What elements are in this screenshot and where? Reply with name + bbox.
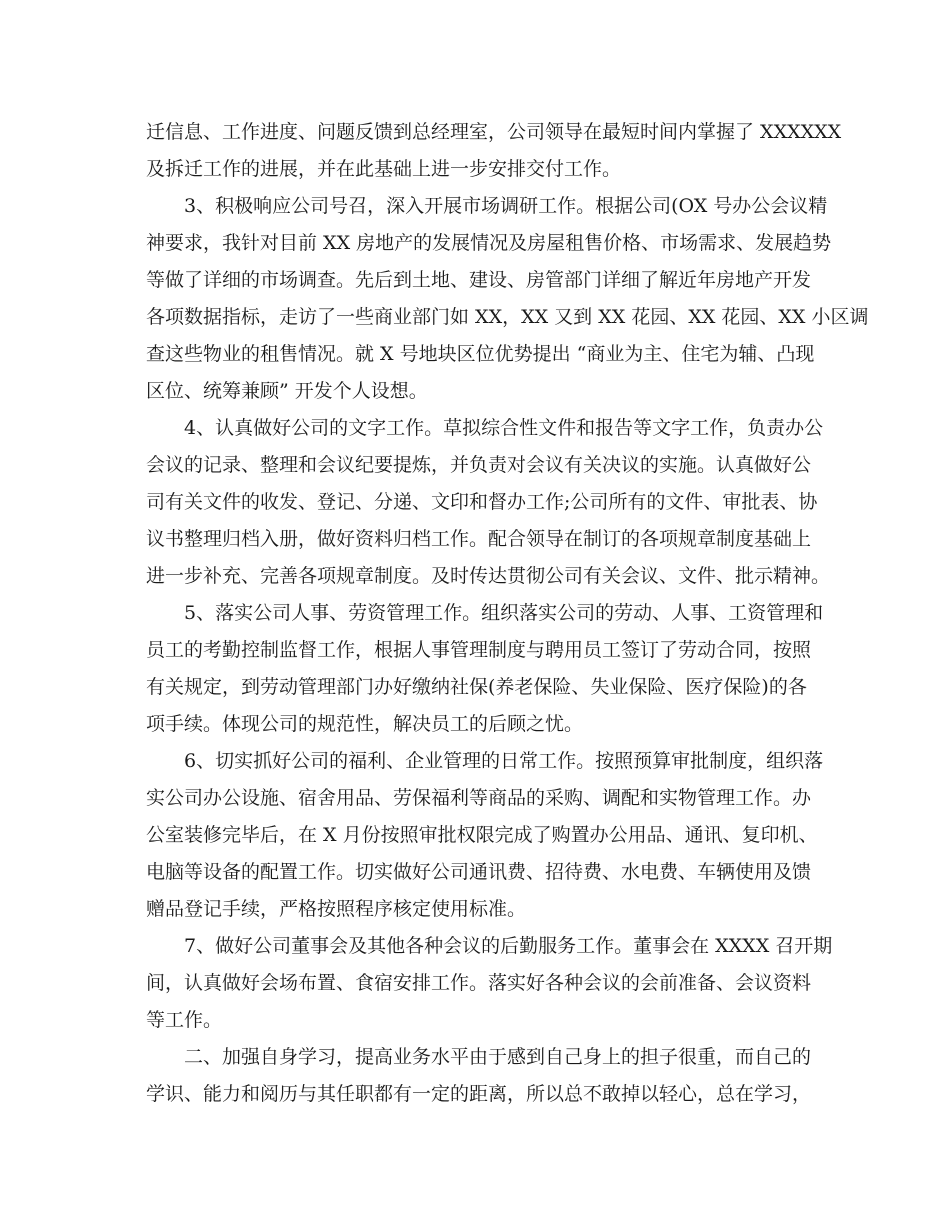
text-line: 神要求，我针对目前 XX 房地产的发展情况及房屋租售价格、市场需求、发展趋势 <box>146 232 832 254</box>
text-line: 有关规定，到劳动管理部门办好缴纳社保(养老保险、失业保险、医疗保险)的各 <box>146 676 807 698</box>
text-line: 议书整理归档入册，做好资料归档工作。配合领导在制订的各项规章制度基础上 <box>146 528 812 550</box>
text-line: 学识、能力和阅历与其任职都有一定的距离，所以总不敢掉以轻心，总在学习， <box>146 1083 812 1105</box>
text-line: 迁信息、工作进度、问题反馈到总经理室，公司领导在最短时间内掌握了 XXXXXX <box>146 121 842 143</box>
text-line: 员工的考勤控制监督工作，根据人事管理制度与聘用员工签订了劳动合同，按照 <box>146 639 812 661</box>
text-line: 及拆迁工作的进展，并在此基础上进一步安排交付工作。 <box>146 158 622 180</box>
text-line: 公室装修完毕后，在 X 月份按照审批权限完成了购置办公用品、通讯、复印机、 <box>146 824 818 846</box>
text-line: 赠品登记手续，严格按照程序核定使用标准。 <box>146 898 527 920</box>
text-line: 等工作。 <box>146 1009 223 1031</box>
text-line: 7、做好公司董事会及其他各种会议的后勤服务工作。董事会在 XXXX 召开期 <box>184 935 833 957</box>
text-line: 3、积极响应公司号召，深入开展市场调研工作。根据公司(OX 号办公会议精 <box>184 195 828 217</box>
text-line: 4、认真做好公司的文字工作。草拟综合性文件和报告等文字工作，负责办公 <box>184 417 824 439</box>
text-line: 司有关文件的收发、登记、分递、文印和督办工作;公司所有的文件、审批表、协 <box>146 491 818 513</box>
document-body <box>146 114 869 1113</box>
text-line: 会议的记录、整理和会议纪要提炼，并负责对会议有关决议的实施。认真做好公 <box>146 454 812 476</box>
text-line: 查这些物业的租售情况。就 X 号地块区位优势提出 “商业为主、住宅为辅、凸现 <box>146 343 815 365</box>
text-line: 二、加强自身学习，提高业务水平由于感到自己身上的担子很重，而自己的 <box>184 1046 812 1068</box>
text-line: 区位、统筹兼顾” 开发个人设想。 <box>146 380 428 402</box>
text-line: 5、落实公司人事、劳资管理工作。组织落实公司的劳动、人事、工资管理和 <box>184 602 824 624</box>
text-line: 电脑等设备的配置工作。切实做好公司通讯费、招待费、水电费、车辆使用及馈 <box>146 861 812 883</box>
text-line: 间，认真做好会场布置、食宿安排工作。落实好各种会议的会前准备、会议资料 <box>146 972 812 994</box>
text-line: 实公司办公设施、宿舍用品、劳保福利等商品的采购、调配和实物管理工作。办 <box>146 787 812 809</box>
text-line: 6、切实抓好公司的福利、企业管理的日常工作。按照预算审批制度，组织落 <box>184 750 824 772</box>
text-line: 等做了详细的市场调查。先后到土地、建设、房管部门详细了解近年房地产开发 <box>146 269 812 291</box>
text-line: 项手续。体现公司的规范性，解决员工的后顾之忧。 <box>146 713 584 735</box>
text-line: 各项数据指标，走访了一些商业部门如 XX，XX 又到 XX 花园、XX 花园、XX 小区调 <box>146 306 869 328</box>
text-line: 进一步补充、完善各项规章制度。及时传达贯彻公司有关会议、文件、批示精神。 <box>146 565 831 587</box>
